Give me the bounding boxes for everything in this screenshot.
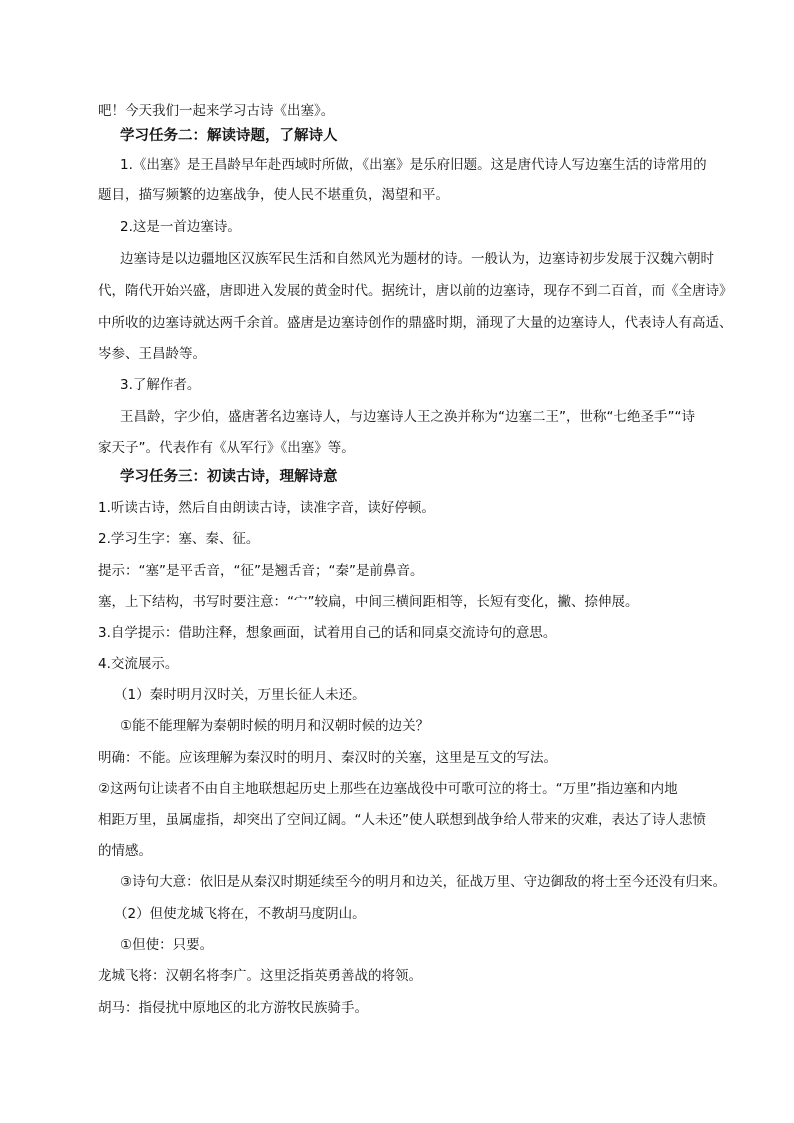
text-line: 相距万里，虽属虚指，却突出了空间辽阔。“人未还”使人联想到战争给人带来的灾难，表达了诗人悲愤 [98,812,706,828]
text-line: ③诗句大意：依旧是从秦汉时期延续至今的明月和边关，征战万里、守边御敌的将士至今还没有归来。 [120,874,727,890]
text-line: 胡马：指侵扰中原地区的北方游牧民族骑手。 [98,1000,368,1016]
text-line: 1.《出塞》是王昌龄早年赴西域时所做，《出塞》是乐府旧题。这是唐代诗人写边塞生活的诗常用的 [120,157,707,173]
text-line: 代，隋代开始兴盛，唐即进入发展的黄金时代。据统计，唐以前的边塞诗，现存不到二百首，而《全唐诗》 [98,283,733,299]
text-line: 提示：“塞”是平舌音，“征”是翘舌音；“秦”是前鼻音。 [98,563,424,579]
text-line: （2）但使龙城飞将在，不教胡马度阴山。 [114,906,366,922]
text-line: 王昌龄，字少伯，盛唐著名边塞诗人，与边塞诗人王之涣并称为“边塞二王”，世称“七绝圣手”“诗 [120,409,695,425]
text-line: 2.学习生字：塞、秦、征。 [98,531,260,547]
text-line: 龙城飞将：汉朝名将李广。这里泛指英勇善战的将领。 [98,968,422,984]
text-line: 家天子”。代表作有《从军行》《出塞》等。 [98,440,355,456]
text-line: 的情感。 [98,843,152,859]
text-line: 岑参、王昌龄等。 [98,346,206,362]
text-line: ②这两句让读者不由自主地联想起历史上那些在边塞战役中可歌可泣的将士。“万里”指边塞和内地 [98,781,678,797]
text-line: 1.听读古诗，然后自由朗读古诗，读准字音，读好停顿。 [98,500,435,516]
text-line: 明确：不能。应该理解为秦汉时的明月、秦汉时的关塞，这里是互文的写法。 [98,750,557,766]
text-line: 4.交流展示。 [98,656,179,672]
text-line: （1）秦时明月汉时关，万里长征人未还。 [114,687,366,703]
text-line: 塞，上下结构，书写时要注意：“宀”较扁，中间三横间距相等，长短有变化，撇、捺伸展。 [98,594,639,610]
text-line: 边塞诗是以边疆地区汉族军民生活和自然风光为题材的诗。一般认为，边塞诗初步发展于汉魏六朝时 [120,251,714,267]
text-line: ①但使：只要。 [120,937,214,953]
section-heading: 学习任务三：初读古诗，理解诗意 [120,469,338,485]
section-heading: 学习任务二：解读诗题，了解诗人 [120,128,338,144]
text-line: 中所收的边塞诗就达两千余首。盛唐是边塞诗创作的鼎盛时期，涌现了大量的边塞诗人，代表诗人有高适、 [98,315,733,331]
text-line: 2.这是一首边塞诗。 [120,219,241,235]
text-line: 题目，描写频繁的边塞战争，使人民不堪重负，渴望和平。 [98,187,449,203]
text-line: 3.自学提示：借助注释，想象画面，试着用自己的话和同桌交流诗句的意思。 [98,625,557,641]
text-line: 3.了解作者。 [120,377,201,393]
text-line: ①能不能理解为秦朝时候的明月和汉朝时候的边关？ [120,718,430,734]
text-line: 吧！今天我们一起来学习古诗《出塞》。 [98,103,335,119]
